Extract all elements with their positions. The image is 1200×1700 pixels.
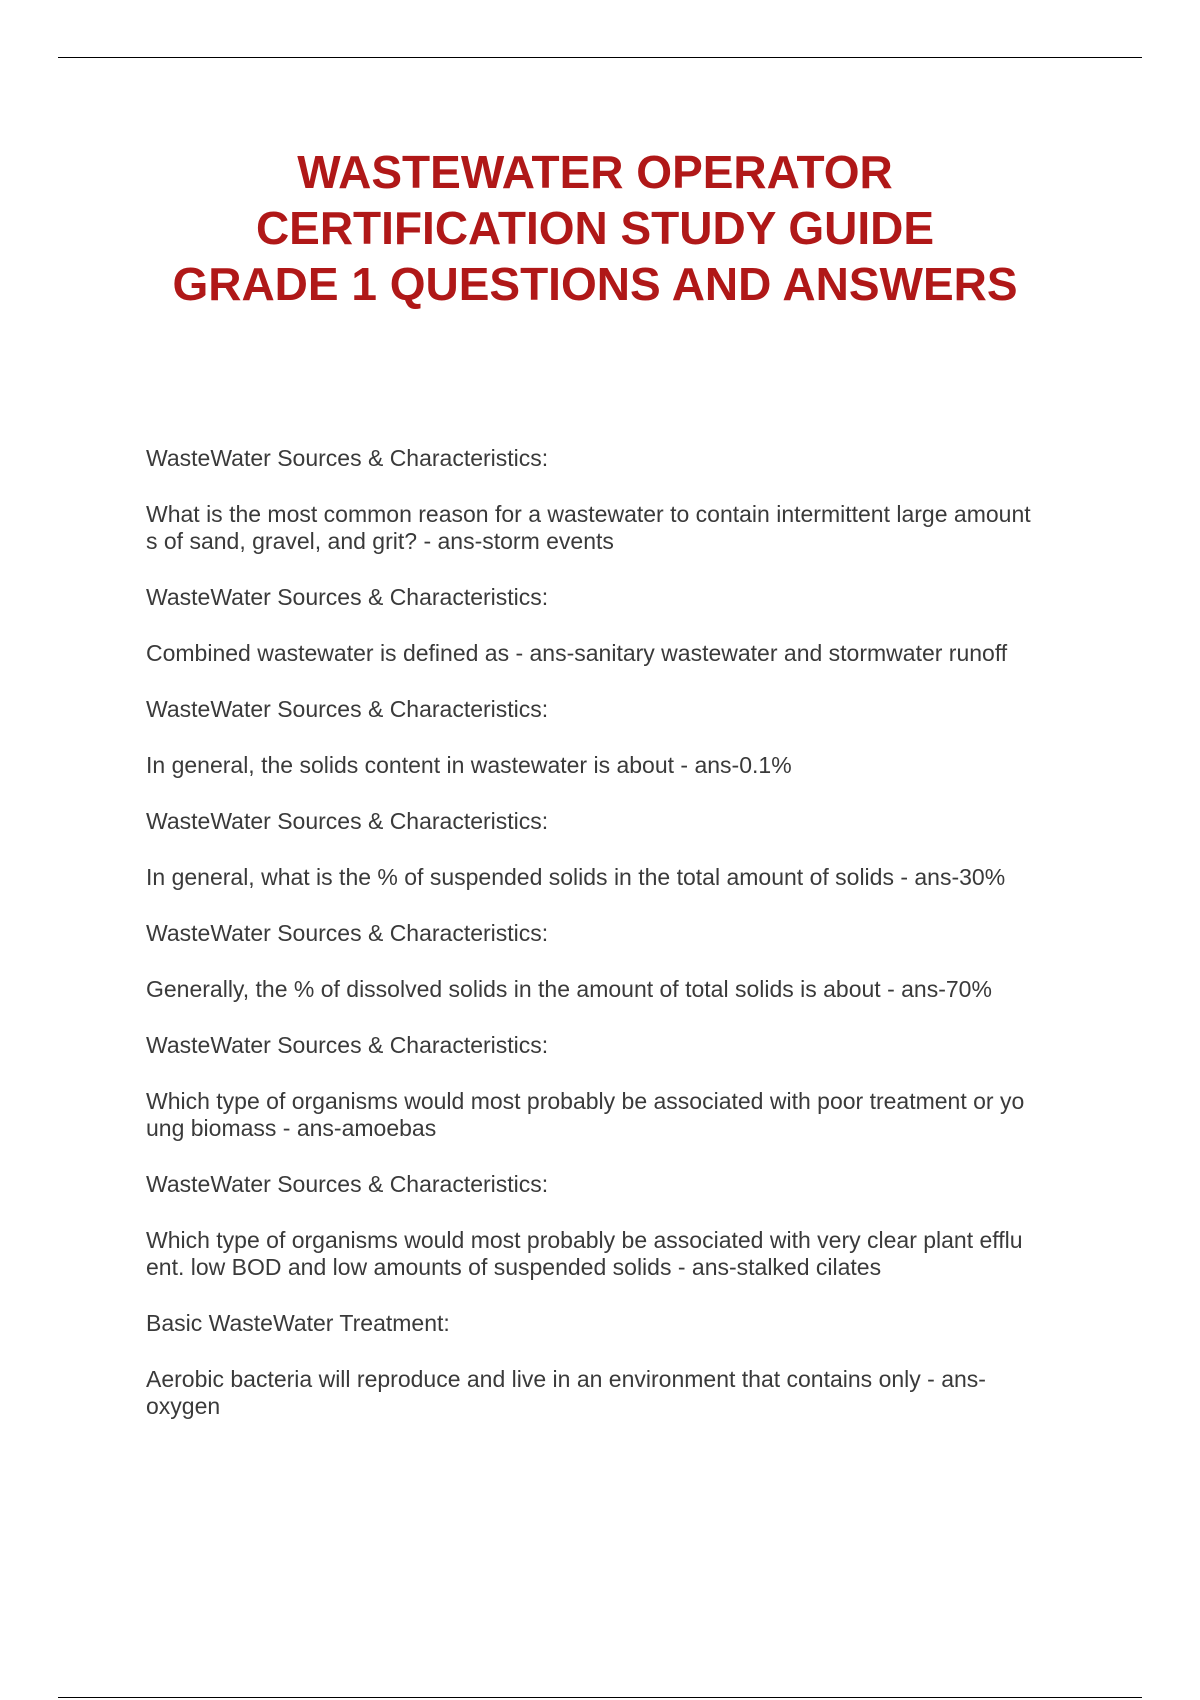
text-line: Generally, the % of dissolved solids in the amount of total solids is about - ans-70%	[146, 976, 992, 1002]
text-line: oxygen	[146, 1393, 221, 1419]
text-line: Basic WasteWater Treatment:	[146, 1310, 450, 1336]
text-line: s of sand, gravel, and grit? - ans-storm events	[146, 528, 614, 554]
document-title	[100, 144, 1090, 312]
section-heading	[146, 696, 1086, 723]
text-line: WasteWater Sources & Characteristics:	[146, 445, 549, 471]
text-line: What is the most common reason for a wastewater to contain intermittent large amount	[146, 501, 1031, 527]
section-heading	[146, 1032, 1086, 1059]
section-heading	[146, 584, 1086, 611]
question-answer	[146, 752, 1086, 779]
document-body	[146, 445, 1086, 1420]
text-line: WasteWater Sources & Characteristics:	[146, 696, 549, 722]
section-heading	[146, 1171, 1086, 1198]
text-line: WasteWater Sources & Characteristics:	[146, 808, 549, 834]
title-line: WASTEWATER OPERATOR	[297, 146, 893, 198]
section-heading	[146, 808, 1086, 835]
text-line: ung biomass - ans-amoebas	[146, 1115, 437, 1141]
text-line: WasteWater Sources & Characteristics:	[146, 1171, 549, 1197]
section-heading	[146, 1310, 1086, 1337]
question-answer	[146, 1227, 1086, 1281]
top-rule	[58, 57, 1142, 58]
text-line: In general, the solids content in wastewater is about - ans-0.1%	[146, 752, 792, 778]
text-line: WasteWater Sources & Characteristics:	[146, 920, 549, 946]
text-line: WasteWater Sources & Characteristics:	[146, 1032, 549, 1058]
text-line: Which type of organisms would most probably be associated with very clear plant efflu	[146, 1227, 1023, 1253]
question-answer	[146, 1366, 1086, 1420]
bottom-rule	[58, 1697, 1142, 1698]
text-line: ent. low BOD and low amounts of suspended solids - ans-stalked cilates	[146, 1254, 882, 1280]
question-answer	[146, 501, 1086, 555]
question-answer	[146, 976, 1086, 1003]
title-line: GRADE 1 QUESTIONS AND ANSWERS	[172, 258, 1018, 310]
question-answer	[146, 640, 1086, 667]
text-line: Which type of organisms would most probably be associated with poor treatment or yo	[146, 1088, 1025, 1114]
question-answer	[146, 864, 1086, 891]
text-line: Aerobic bacteria will reproduce and live in an environment that contains only - ans-	[146, 1366, 986, 1392]
text-line: WasteWater Sources & Characteristics:	[146, 584, 549, 610]
question-answer	[146, 1088, 1086, 1142]
section-heading	[146, 445, 1086, 472]
text-line: Combined wastewater is defined as - ans-sanitary wastewater and stormwater runoff	[146, 640, 1008, 666]
section-heading	[146, 920, 1086, 947]
title-line: CERTIFICATION STUDY GUIDE	[255, 202, 935, 254]
text-line: In general, what is the % of suspended solids in the total amount of solids - ans-30%	[146, 864, 1006, 890]
